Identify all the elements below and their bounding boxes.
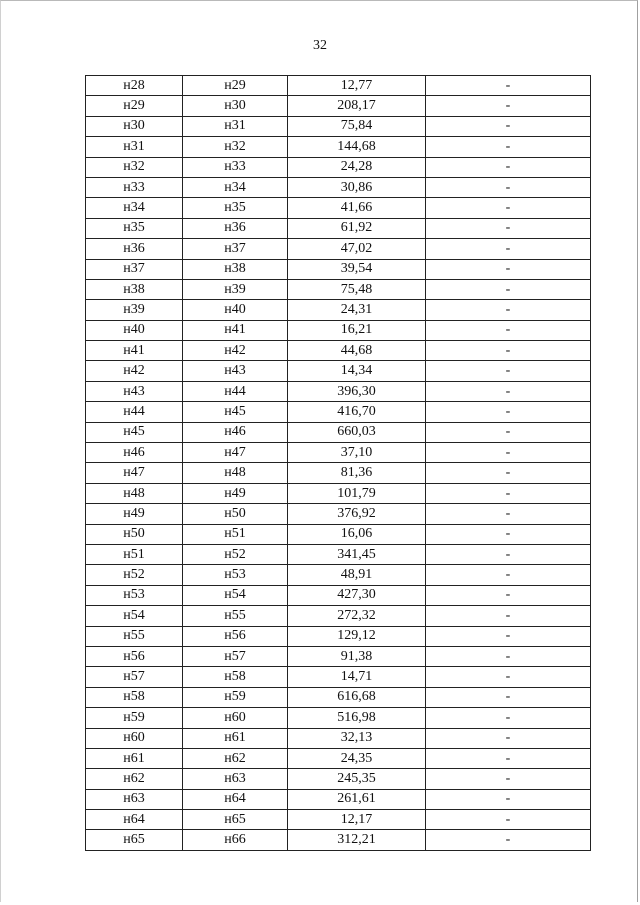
table-row	[86, 483, 591, 503]
note-cell: -	[426, 320, 591, 340]
point-to-cell: н60	[183, 708, 288, 728]
point-from-cell: н32	[86, 157, 183, 177]
point-from-cell: н47	[86, 463, 183, 483]
distance-cell: 14,34	[288, 361, 426, 381]
point-from-cell: н40	[86, 320, 183, 340]
table-row	[86, 198, 591, 218]
note-cell: -	[426, 279, 591, 299]
table-row	[86, 239, 591, 259]
note-cell: -	[426, 504, 591, 524]
distance-cell: 41,66	[288, 198, 426, 218]
note-cell: -	[426, 422, 591, 442]
table-row	[86, 259, 591, 279]
point-from-cell: н46	[86, 443, 183, 463]
distance-cell: 129,12	[288, 626, 426, 646]
point-from-cell: н57	[86, 667, 183, 687]
point-from-cell: н34	[86, 198, 183, 218]
note-cell: -	[426, 361, 591, 381]
distance-cell: 376,92	[288, 504, 426, 524]
note-cell: -	[426, 789, 591, 809]
point-to-cell: н59	[183, 687, 288, 707]
point-to-cell: н38	[183, 259, 288, 279]
table-row	[86, 422, 591, 442]
note-cell: -	[426, 76, 591, 96]
point-to-cell: н32	[183, 137, 288, 157]
point-to-cell: н36	[183, 218, 288, 238]
point-to-cell: н47	[183, 443, 288, 463]
point-from-cell: н30	[86, 116, 183, 136]
point-from-cell: н51	[86, 544, 183, 564]
point-to-cell: н43	[183, 361, 288, 381]
note-cell: -	[426, 810, 591, 830]
point-to-cell: н65	[183, 810, 288, 830]
note-cell: -	[426, 157, 591, 177]
table-row	[86, 300, 591, 320]
point-to-cell: н57	[183, 646, 288, 666]
note-cell: -	[426, 463, 591, 483]
distance-cell: 37,10	[288, 443, 426, 463]
point-from-cell: н36	[86, 239, 183, 259]
point-from-cell: н28	[86, 76, 183, 96]
point-to-cell: н58	[183, 667, 288, 687]
distance-cell: 616,68	[288, 687, 426, 707]
point-to-cell: н41	[183, 320, 288, 340]
point-from-cell: н43	[86, 381, 183, 401]
distance-cell: 208,17	[288, 96, 426, 116]
table-row	[86, 279, 591, 299]
distance-cell: 396,30	[288, 381, 426, 401]
distance-cell: 144,68	[288, 137, 426, 157]
table-row	[86, 748, 591, 768]
distance-cell: 245,35	[288, 769, 426, 789]
distance-cell: 30,86	[288, 177, 426, 197]
point-to-cell: н51	[183, 524, 288, 544]
point-from-cell: н33	[86, 177, 183, 197]
note-cell: -	[426, 96, 591, 116]
note-cell: -	[426, 687, 591, 707]
table-row	[86, 667, 591, 687]
distance-cell: 24,31	[288, 300, 426, 320]
note-cell: -	[426, 443, 591, 463]
note-cell: -	[426, 565, 591, 585]
point-from-cell: н52	[86, 565, 183, 585]
table-row	[86, 463, 591, 483]
point-to-cell: н56	[183, 626, 288, 646]
point-to-cell: н48	[183, 463, 288, 483]
distance-cell: 427,30	[288, 585, 426, 605]
distance-cell: 75,48	[288, 279, 426, 299]
note-cell: -	[426, 341, 591, 361]
point-to-cell: н44	[183, 381, 288, 401]
note-cell: -	[426, 239, 591, 259]
note-cell: -	[426, 381, 591, 401]
note-cell: -	[426, 708, 591, 728]
table-row	[86, 728, 591, 748]
note-cell: -	[426, 606, 591, 626]
point-from-cell: н65	[86, 830, 183, 850]
point-to-cell: н66	[183, 830, 288, 850]
point-to-cell: н29	[183, 76, 288, 96]
note-cell: -	[426, 116, 591, 136]
distance-cell: 660,03	[288, 422, 426, 442]
table-row	[86, 137, 591, 157]
table-row	[86, 177, 591, 197]
point-to-cell: н40	[183, 300, 288, 320]
table-row	[86, 646, 591, 666]
point-from-cell: н45	[86, 422, 183, 442]
point-to-cell: н63	[183, 769, 288, 789]
table-row	[86, 524, 591, 544]
note-cell: -	[426, 544, 591, 564]
distance-cell: 516,98	[288, 708, 426, 728]
point-from-cell: н54	[86, 606, 183, 626]
point-to-cell: н62	[183, 748, 288, 768]
point-from-cell: н58	[86, 687, 183, 707]
point-from-cell: н35	[86, 218, 183, 238]
distance-cell: 14,71	[288, 667, 426, 687]
table-row	[86, 810, 591, 830]
distance-cell: 47,02	[288, 239, 426, 259]
table-row	[86, 585, 591, 605]
distance-cell: 16,06	[288, 524, 426, 544]
table-row	[86, 218, 591, 238]
page-number: 32	[313, 38, 327, 53]
point-to-cell: н46	[183, 422, 288, 442]
point-from-cell: н38	[86, 279, 183, 299]
table-row	[86, 789, 591, 809]
note-cell: -	[426, 483, 591, 503]
point-from-cell: н39	[86, 300, 183, 320]
table-row	[86, 96, 591, 116]
point-to-cell: н64	[183, 789, 288, 809]
note-cell: -	[426, 769, 591, 789]
table-row	[86, 76, 591, 96]
point-to-cell: н35	[183, 198, 288, 218]
distance-cell: 91,38	[288, 646, 426, 666]
distance-cell: 24,28	[288, 157, 426, 177]
point-to-cell: н52	[183, 544, 288, 564]
table-row	[86, 341, 591, 361]
table-row	[86, 565, 591, 585]
distance-cell: 39,54	[288, 259, 426, 279]
point-from-cell: н55	[86, 626, 183, 646]
table-row	[86, 320, 591, 340]
point-from-cell: н59	[86, 708, 183, 728]
note-cell: -	[426, 667, 591, 687]
distance-cell: 312,21	[288, 830, 426, 850]
distance-cell: 101,79	[288, 483, 426, 503]
table-row	[86, 708, 591, 728]
distance-cell: 44,68	[288, 341, 426, 361]
table-row	[86, 687, 591, 707]
table-row	[86, 402, 591, 422]
distance-cell: 81,36	[288, 463, 426, 483]
distance-cell: 16,21	[288, 320, 426, 340]
point-from-cell: н41	[86, 341, 183, 361]
point-to-cell: н54	[183, 585, 288, 605]
point-from-cell: н49	[86, 504, 183, 524]
note-cell: -	[426, 830, 591, 850]
point-from-cell: н48	[86, 483, 183, 503]
point-from-cell: н31	[86, 137, 183, 157]
point-to-cell: н55	[183, 606, 288, 626]
note-cell: -	[426, 402, 591, 422]
point-to-cell: н31	[183, 116, 288, 136]
point-from-cell: н44	[86, 402, 183, 422]
point-from-cell: н29	[86, 96, 183, 116]
point-to-cell: н39	[183, 279, 288, 299]
table-row	[86, 626, 591, 646]
note-cell: -	[426, 177, 591, 197]
point-from-cell: н56	[86, 646, 183, 666]
point-to-cell: н53	[183, 565, 288, 585]
point-to-cell: н37	[183, 239, 288, 259]
distance-cell: 416,70	[288, 402, 426, 422]
table-row	[86, 361, 591, 381]
note-cell: -	[426, 646, 591, 666]
point-to-cell: н50	[183, 504, 288, 524]
table-row	[86, 157, 591, 177]
distance-cell: 48,91	[288, 565, 426, 585]
distance-cell: 75,84	[288, 116, 426, 136]
distance-cell: 341,45	[288, 544, 426, 564]
note-cell: -	[426, 728, 591, 748]
table-row	[86, 544, 591, 564]
note-cell: -	[426, 259, 591, 279]
note-cell: -	[426, 198, 591, 218]
point-from-cell: н62	[86, 769, 183, 789]
point-to-cell: н33	[183, 157, 288, 177]
point-from-cell: н37	[86, 259, 183, 279]
point-from-cell: н50	[86, 524, 183, 544]
point-from-cell: н63	[86, 789, 183, 809]
note-cell: -	[426, 218, 591, 238]
point-to-cell: н61	[183, 728, 288, 748]
note-cell: -	[426, 137, 591, 157]
distance-cell: 61,92	[288, 218, 426, 238]
point-to-cell: н30	[183, 96, 288, 116]
distance-cell: 32,13	[288, 728, 426, 748]
point-from-cell: н53	[86, 585, 183, 605]
point-to-cell: н42	[183, 341, 288, 361]
point-from-cell: н64	[86, 810, 183, 830]
table-row	[86, 504, 591, 524]
note-cell: -	[426, 585, 591, 605]
table-body	[86, 76, 591, 851]
table-row	[86, 443, 591, 463]
note-cell: -	[426, 626, 591, 646]
table-row	[86, 606, 591, 626]
distance-cell: 12,17	[288, 810, 426, 830]
distance-cell: 261,61	[288, 789, 426, 809]
table-row	[86, 381, 591, 401]
distance-cell: 24,35	[288, 748, 426, 768]
point-to-cell: н34	[183, 177, 288, 197]
point-to-cell: н45	[183, 402, 288, 422]
table-row	[86, 769, 591, 789]
distance-cell: 12,77	[288, 76, 426, 96]
note-cell: -	[426, 748, 591, 768]
table-row	[86, 830, 591, 850]
point-from-cell: н61	[86, 748, 183, 768]
note-cell: -	[426, 300, 591, 320]
coordinates-table	[85, 75, 591, 851]
point-to-cell: н49	[183, 483, 288, 503]
table-row	[86, 116, 591, 136]
note-cell: -	[426, 524, 591, 544]
point-from-cell: н42	[86, 361, 183, 381]
point-from-cell: н60	[86, 728, 183, 748]
distance-cell: 272,32	[288, 606, 426, 626]
